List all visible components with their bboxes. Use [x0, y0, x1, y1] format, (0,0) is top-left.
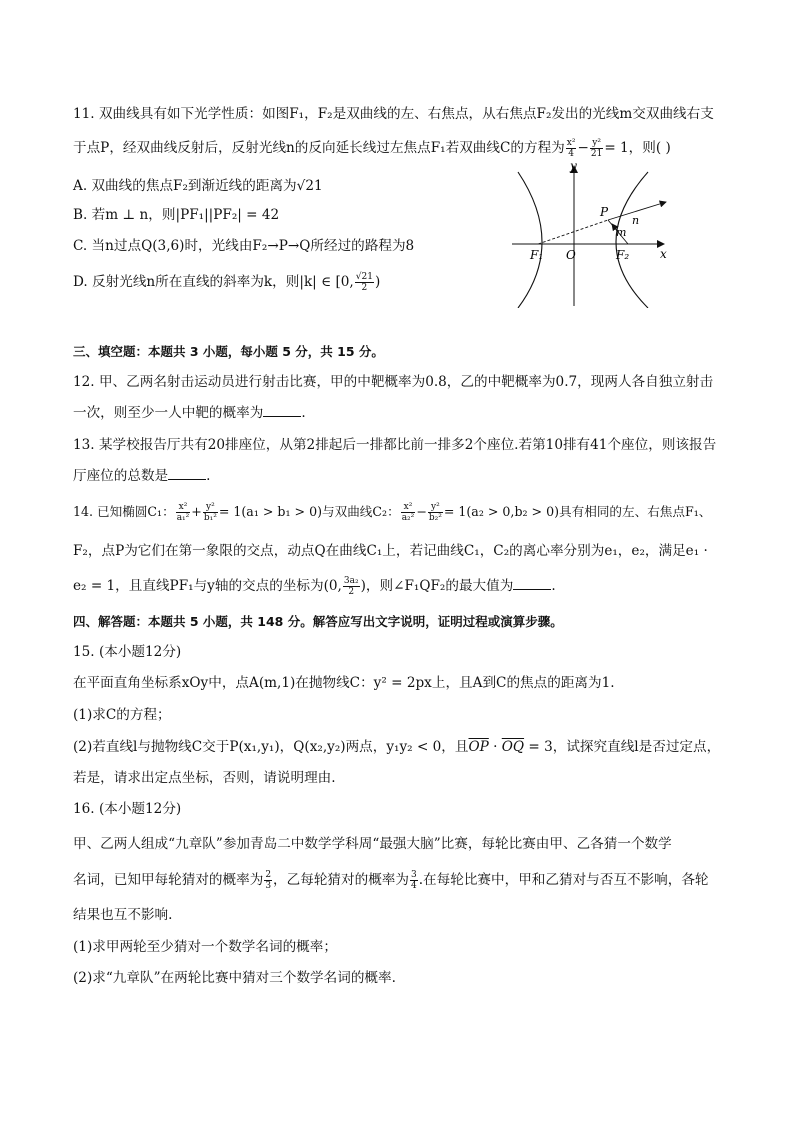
q12-line1: 12. 甲、乙两名射击运动员进行射击比赛，甲的中靶概率为0.8，乙的中靶概率为0.7，现两人各自独立射击 [73, 374, 714, 390]
q15-part1: (1)求C的方程； [73, 707, 171, 723]
fraction: $\frac{\text{x²}}{4}$ [566, 138, 576, 159]
q11-line2: 于点P，经双曲线反射后，反射光线n的反向延长线过左焦点F₁若双曲线C的方程为 $\frac{\text{x²}}{4}$ − $\frac{\text{y²}}{21}$ = 1，则( ) [73, 138, 671, 159]
m-label: m [616, 226, 627, 239]
q16-line3: 结果也互不影响. [73, 907, 173, 923]
q14-line2: F₂，点P为它们在第一象限的交点，动点Q在曲线C₁上，若记曲线C₁，C₂的离心率分别为e₁，e₂，满足e₁ · [73, 543, 708, 559]
answer-blank [168, 467, 206, 480]
q13-line1: 13. 某学校报告厅共有20排座位，从第2排起后一排都比前一排多2个座位.若第10排有41个座位，则该报告 [73, 437, 717, 453]
q14-line1: 14. 已知椭圆C₁： $\frac{\text{x²}}{\text{a₁²}}$ + $\frac{\text{y²}}{\text{b₁²}}$ = 1(a₁ > b₁ > 0)与双曲线C₂： $\frac{\text{x²}}{\text{a₂²}}$ − $\frac{\text{y²}}{\text{b₂²}}$ = 1(a₂ > 0,b₂ > 0)具有相同的左、右焦点F₁、 [73, 502, 712, 523]
reflected-ray-extension [538, 220, 608, 244]
q11-option-d: D. 反射光线n所在直线的斜率为k，则|k| ∈ [0, $\frac{√21}{2}$ ) [73, 272, 381, 293]
answer-blank [513, 577, 551, 590]
p-label: P [600, 205, 609, 219]
y-label: y [570, 159, 577, 173]
q16-part1: (1)求甲两轮至少猜对一个数学名词的概率； [73, 939, 337, 955]
q16-line1: 甲、乙两人组成“九章队”参加青岛二中数学学科周“最强大脑”比赛，每轮比赛由甲、乙各猜一个数学 [73, 836, 672, 852]
q12-line2: 一次，则至少一人中靶的概率为 . [73, 405, 306, 421]
left-branch [518, 172, 542, 308]
q15-part2: (2)若直线l与抛物线C交于P(x₁,y₁)，Q(x₂,y₂)两点，y₁y₂ < 0，且$\overline{OP} \cdot \overline{OQ} = 3$，试探究直线l是否过定点， [73, 739, 721, 755]
q16-line2: 名词，已知甲每轮猜对的概率为 $\frac{2}{3}$ ，乙每轮猜对的概率为 $\frac{3}{4}$ .在每轮比赛中，甲和乙猜对与否互不影响，各轮 [73, 870, 709, 891]
q15-part2-line2: 若是，请求出定点坐标，否则，请说明理由. [73, 770, 336, 786]
q16-heading: 16. (本小题12分) [73, 801, 182, 817]
q15-line1: 在平面直角坐标系xOy中，点A(m,1)在抛物线C：y² = 2px上，且A到C的焦点的距离为1. [73, 675, 615, 691]
q11-option-b: B. 若m ⊥ n，则|PF₁||PF₂| = 42 [73, 207, 280, 223]
section-4-heading: 四、解答题：本题共 5 小题，共 148 分。解答应写出文字说明，证明过程或演算步骤。 [73, 614, 563, 629]
x-label: x [660, 247, 667, 261]
f2-label: F₂ [616, 248, 630, 262]
q16-part2: (2)求“九章队”在两轮比赛中猜对三个数学名词的概率. [73, 970, 396, 986]
fraction: $\frac{\text{y²}}{21}$ [590, 138, 603, 159]
n-label: n [632, 214, 640, 227]
answer-blank [263, 404, 301, 417]
q11-option-c: C. 当n过点Q(3,6)时，光线由F₂→P→Q所经过的路程为8 [73, 238, 415, 254]
q11-option-a: A. 双曲线的焦点F₂到渐近线的距离为√21 [73, 178, 323, 194]
origin-label: O [566, 248, 576, 262]
f1-label: F₁ [530, 248, 544, 262]
hyperbola-figure [508, 158, 684, 308]
right-branch [616, 172, 648, 308]
q14-line3: e₂ = 1，且直线PF₁与y轴的交点的坐标为(0, $\frac{\text{3a₂}}{2}$ )，则∠F₁QF₂的最大值为 . [73, 576, 556, 597]
q13-line2: 厅座位的总数是 . [73, 468, 211, 484]
q11-line1: 11. 双曲线具有如下光学性质：如图F₁，F₂是双曲线的左、右焦点，从右焦点F₂发出的光线m交双曲线右支 [73, 106, 714, 122]
q15-heading: 15. (本小题12分) [73, 644, 182, 660]
section-3-heading: 三、填空题：本题共 3 小题，每小题 5 分，共 15 分。 [73, 344, 384, 359]
fraction: $\frac{√21}{2}$ [355, 272, 373, 293]
